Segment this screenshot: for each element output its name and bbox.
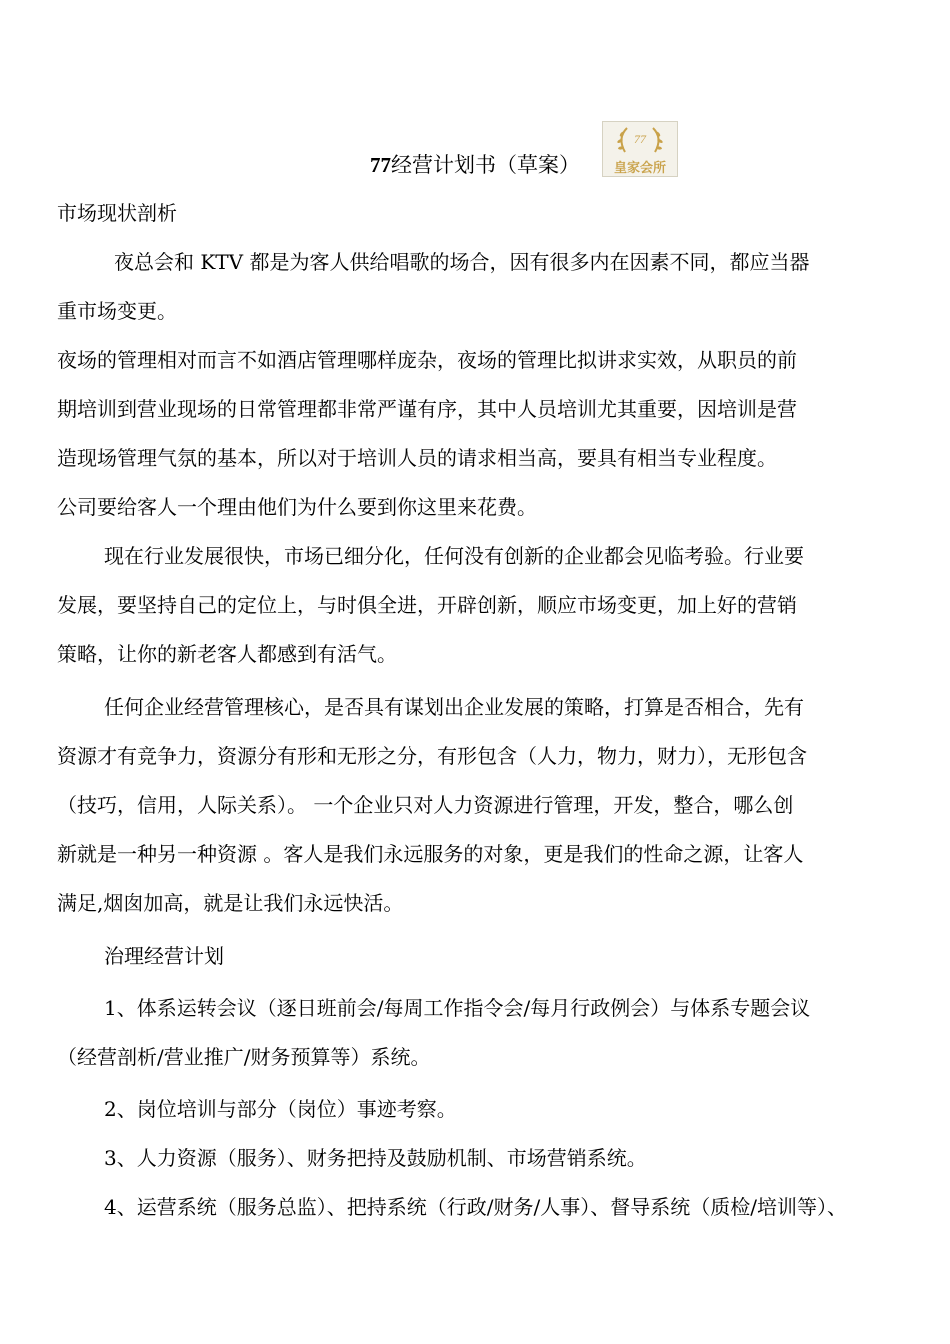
paragraph-line: 期培训到营业现场的日常管理都非常严谨有序，其中人员培训尤其重要，因培训是营 — [57, 397, 797, 421]
paragraph-line: 造现场管理气氛的基本，所以对于培训人员的请求相当高，要具有相当专业程度。 — [57, 446, 777, 470]
list-item: 4、运营系统（服务总监）、把持系统（行政/财务/人事）、督导系统（质检/培训等）、 — [104, 1195, 847, 1219]
document-title — [0, 148, 950, 182]
logo-number: 77 — [634, 132, 646, 146]
paragraph-line: （技巧，信用，人际关系）。 一个企业只对人力资源进行管理，开发，整合，哪么创 — [57, 793, 794, 817]
paragraph-line: 满足,烟囱加高，就是让我们永远快活。 — [57, 891, 404, 915]
paragraph-line: 新就是一种另一种资源 。客人是我们永远服务的对象，更是我们的性命之源，让客人 — [57, 842, 804, 866]
paragraph-line: 任何企业经营管理核心，是否具有谋划出企业发展的策略，打算是否相合，先有 — [104, 695, 804, 719]
paragraph-line: 策略，让你的新老客人都感到有活气。 — [57, 642, 397, 666]
paragraph-line: 重市场变更。 — [57, 299, 177, 323]
list-item: 3、人力资源（服务）、财务把持及鼓励机制、市场营销系统。 — [104, 1146, 647, 1170]
paragraph-line: 资源才有竞争力，资源分有形和无形之分，有形包含（人力，物力，财力），无形包含 — [57, 744, 807, 768]
section-heading: 市场现状剖析 — [57, 201, 177, 225]
title-text: 经营计划书（草案） — [391, 153, 580, 177]
list-item: （经营剖析/营业推广/财务预算等）系统。 — [57, 1045, 431, 1069]
paragraph-line: 现在行业发展很快，市场已细分化，任何没有创新的企业都会见临考验。行业要 — [104, 544, 804, 568]
logo-name: 皇家会所 — [613, 161, 667, 176]
paragraph-line: 夜总会和 KTV 都是为客人供给唱歌的场合，因有很多内在因素不同，都应当器 — [114, 250, 810, 274]
list-item: 2、岗位培训与部分（岗位）事迹考察。 — [104, 1097, 457, 1121]
paragraph-line: 发展，要坚持自己的定位上，与时俱全进，开辟创新，顺应市场变更，加上好的营销 — [57, 593, 797, 617]
section-heading: 治理经营计划 — [104, 944, 224, 968]
paragraph-line: 公司要给客人一个理由他们为什么要到你这里来花费。 — [57, 495, 537, 519]
title-number: 77 — [370, 153, 391, 177]
paragraph-line: 夜场的管理相对而言不如酒店管理哪样庞杂，夜场的管理比拟讲求实效，从职员的前 — [57, 348, 797, 372]
list-item: 1、体系运转会议（逐日班前会/每周工作指令会/每月行政例会）与体系专题会议 — [104, 996, 811, 1020]
